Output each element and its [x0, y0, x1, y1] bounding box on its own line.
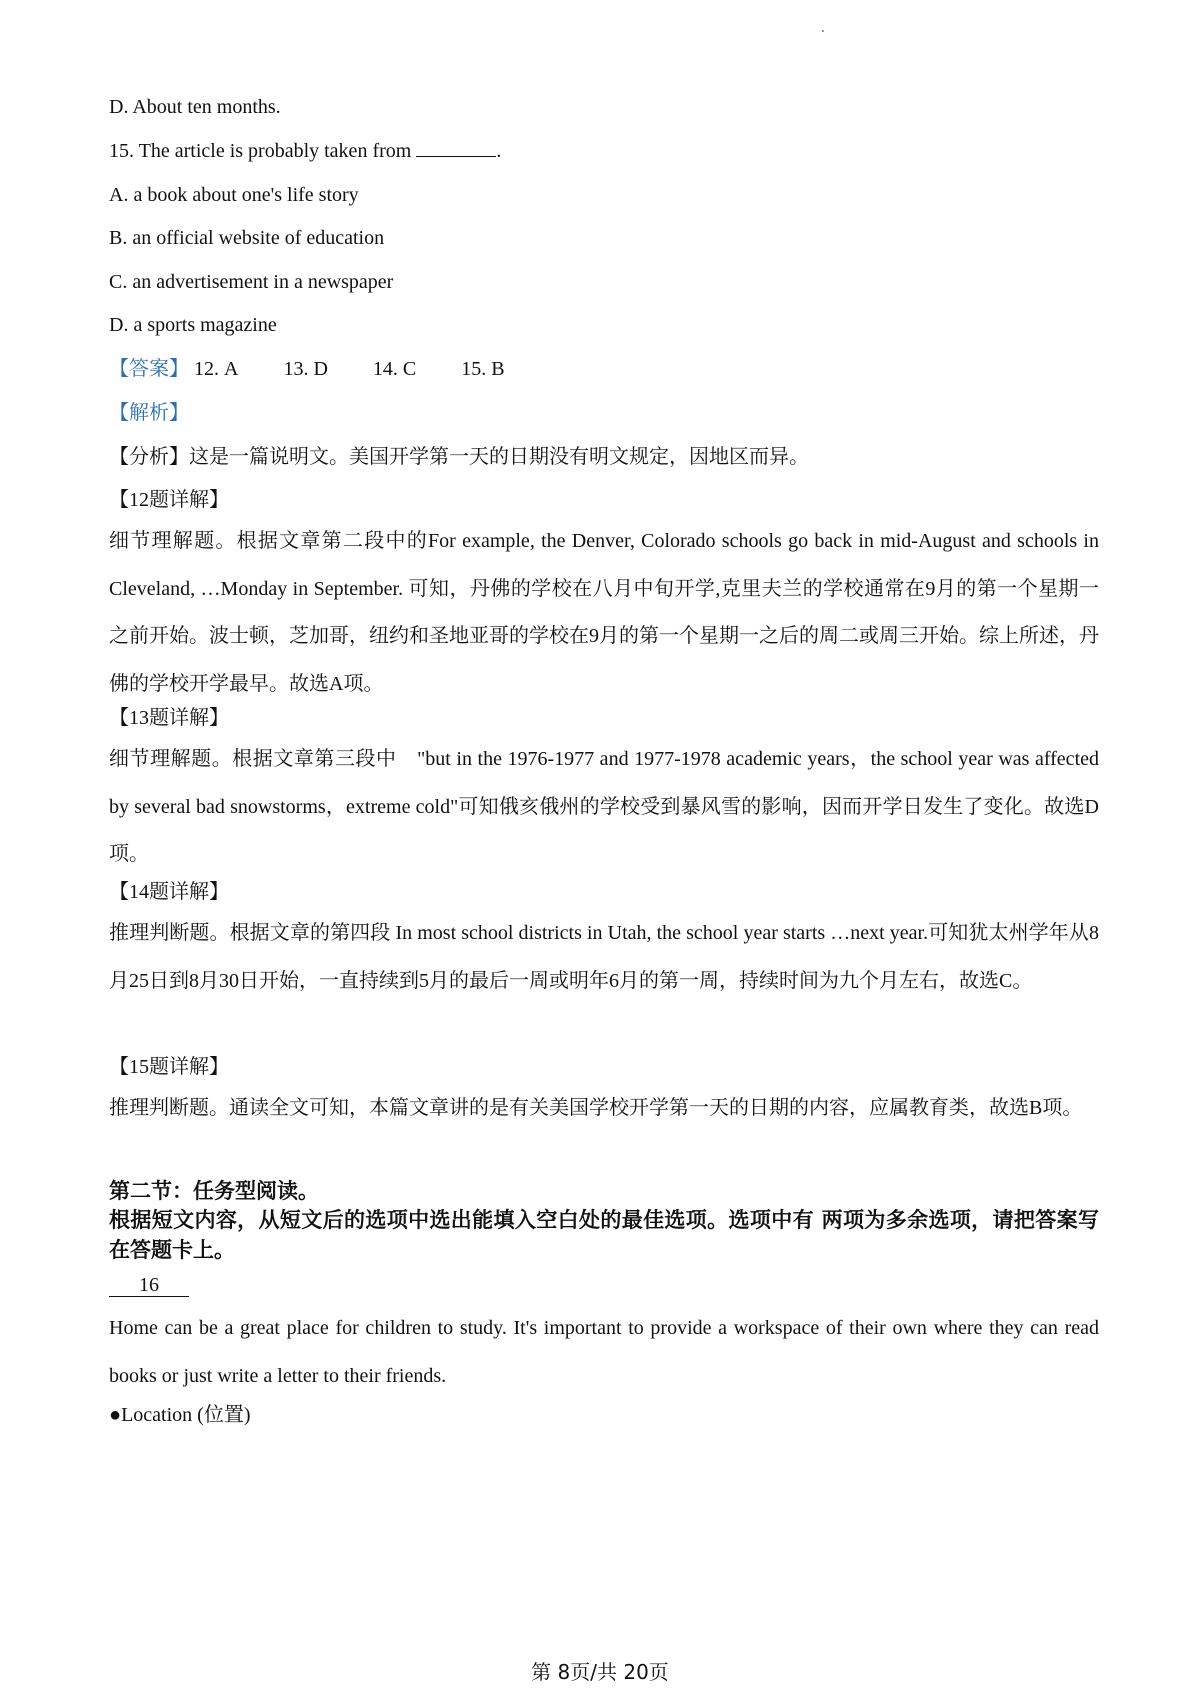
passage-blank-16 — [109, 1272, 189, 1298]
bullet-location: ●Location (位置) — [109, 1404, 251, 1426]
passage-text: Home can be a great place for children to study. It's important to provide a workspace of their own where they can read books or just write a letter to their friends. — [109, 1317, 1099, 1387]
detail-12-text: 细节理解题。根据文章第二段中的For example, the Denver, Colorado schools go back in mid-August and schools in Cleveland, …Monday in September. 可知，丹佛的学校在八月中旬开学,克里夫兰的学校通常在9月的第一个星期一之前开始。波士顿，芝加哥，纽约和圣地亚哥的学校在9月的第一个星期一之后的周二或周三开始。综上所述，丹佛的学校开学最早。故选A项。 — [109, 530, 1099, 695]
answer-item-14: 14. C — [372, 358, 417, 380]
answer-blank — [416, 138, 496, 157]
answer-item-15: 15. B — [461, 358, 505, 380]
answer-item-12: 12. A — [194, 358, 239, 380]
q15-stem-end: . — [496, 140, 502, 162]
section-2-heading: 第二节：任务型阅读。 — [109, 1179, 319, 1203]
analysis-summary: 【分析】这是一篇说明文。美国开学第一天的日期没有明文规定，因地区而异。 — [109, 446, 809, 468]
answer-line — [109, 356, 505, 382]
q14-option-d: D. About ten months. — [109, 96, 281, 118]
section-2-instruction: 根据短文内容，从短文后的选项中选出能填入空白处的最佳选项。选项中有 两项为多余选项，请把答案写在答题卡上。 — [109, 1208, 1099, 1262]
detail-13-title: 【13题详解】 — [109, 707, 229, 729]
detail-12-title: 【12题详解】 — [109, 489, 229, 511]
page-footer: 第 8页/共 20页 — [531, 1660, 669, 1684]
q15-option-b: B. an official website of education — [109, 227, 385, 249]
blank-number: 16 — [109, 1274, 189, 1297]
analysis-label: 【解析】 — [109, 402, 189, 424]
q15-option-c: C. an advertisement in a newspaper — [109, 271, 394, 293]
detail-14-text: 推理判断题。根据文章的第四段 In most school districts in Utah, the school year starts …next year.可知犹太州学年从8月25日到8月30日开始，一直持续到5月的最后一周或明年6月的第一周，持续时间为九个月左右，故选C。 — [109, 922, 1099, 992]
detail-15-text: 推理判断题。通读全文可知，本篇文章讲的是有关美国学校开学第一天的日期的内容，应属教育类，故选B项。 — [109, 1097, 1083, 1119]
scan-dot — [822, 30, 824, 32]
q15-stem — [109, 138, 501, 164]
answer-item-13: 13. D — [283, 358, 328, 380]
detail-13-text: 细节理解题。根据文章第三段中 "but in the 1976-1977 and 1977-1978 academic years，the school year was affected by several bad snowstorms，extreme cold"可知俄亥俄州的学校受到暴风雪的影响，因而开学日发生了变化。故选D项。 — [109, 748, 1099, 865]
detail-15-title: 【15题详解】 — [109, 1056, 229, 1078]
q15-stem-text: 15. The article is probably taken from — [109, 140, 412, 162]
q15-option-d: D. a sports magazine — [109, 314, 277, 336]
answer-label: 【答案】 — [109, 358, 189, 380]
q15-option-a: A. a book about one's life story — [109, 184, 359, 206]
detail-14-title: 【14题详解】 — [109, 881, 229, 903]
